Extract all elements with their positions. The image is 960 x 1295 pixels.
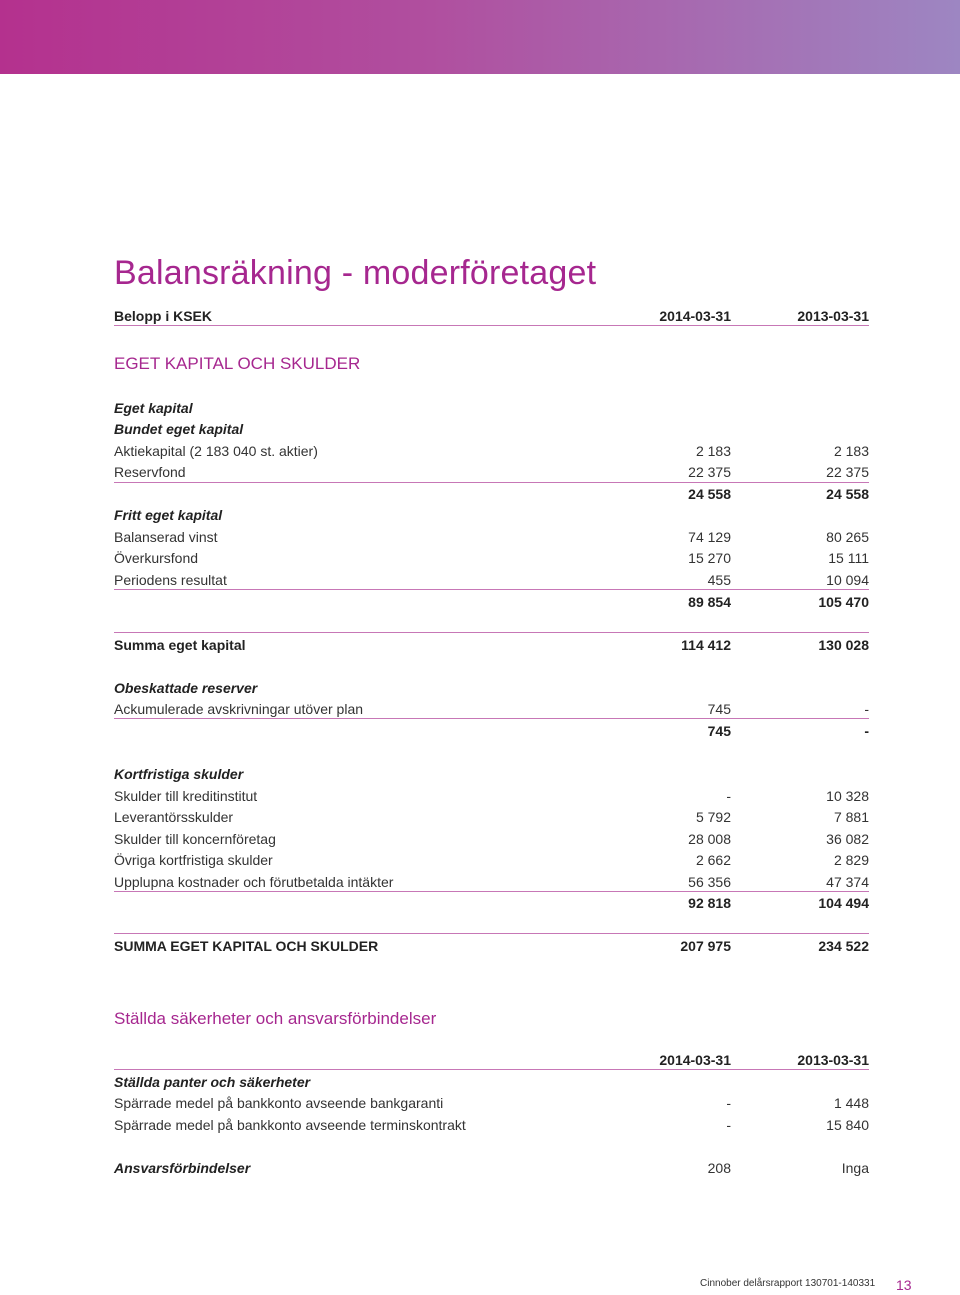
equity-total-row: Summa eget kapital 114 412 130 028 [114, 637, 869, 653]
subtotal-rule [114, 482, 869, 483]
top-color-band [0, 0, 960, 74]
subtotal-row: 92 818 104 494 [688, 895, 869, 911]
section-equity-liabilities: EGET KAPITAL OCH SKULDER [114, 354, 361, 373]
equity-heading: Eget kapital [114, 400, 193, 416]
amount-unit-label: Belopp i KSEK [114, 308, 213, 324]
table-row: Överkursfond 15 270 15 111 [114, 550, 869, 566]
table-row: Aktiekapital (2 183 040 st. aktier) 2 183 2 183 [114, 443, 869, 459]
table-row: Skulder till kreditinstitut - 10 328 [114, 788, 869, 804]
table-row: Skulder till koncernföretag 28 008 36 082 [114, 831, 869, 847]
page-title: Balansräkning - moderföretaget [114, 254, 597, 292]
subtotal-rule [114, 718, 869, 719]
subtotal-row: 89 854 105 470 [688, 594, 869, 610]
table-row: Upplupna kostnader och förutbetalda intäkter 56 356 47 374 [114, 874, 869, 890]
table-row: Spärrade medel på bankkonto avseende bankgaranti - 1 448 [114, 1095, 869, 1111]
col1-header: 2014-03-31 [659, 308, 731, 324]
table-row: Spärrade medel på bankkonto avseende terminskontrakt - 15 840 [114, 1117, 869, 1133]
header-rule [114, 325, 869, 326]
subtotal-row: 745 - [707, 723, 869, 739]
total-rule [114, 632, 869, 633]
restricted-equity-heading: Bundet eget kapital [114, 421, 244, 437]
grand-total-row: SUMMA EGET KAPITAL OCH SKULDER 207 975 234 522 [114, 938, 869, 954]
table-header [114, 306, 869, 327]
table-row: Reservfond 22 375 22 375 [114, 464, 869, 480]
table-row: Ackumulerade avskrivningar utöver plan 745 - [114, 701, 869, 717]
table-row: Balanserad vinst 74 129 80 265 [114, 529, 869, 545]
table-row: Leverantörsskulder 5 792 7 881 [114, 809, 869, 825]
table-row: Periodens resultat 455 10 094 [114, 572, 869, 588]
page-number: 13 [896, 1277, 912, 1293]
contingent-row: Ansvarsförbindelser 208 Inga [114, 1160, 869, 1176]
footer-text: Cinnober delårsrapport 130701-140331 [700, 1278, 876, 1289]
pledged-section-title: Ställda säkerheter och ansvarsförbindelser [114, 1009, 437, 1028]
subtotal-rule [114, 589, 869, 590]
col2-header: 2013-03-31 [797, 308, 869, 324]
free-equity-heading: Fritt eget kapital [114, 507, 223, 523]
subtotal-rule [114, 891, 869, 892]
total-rule [114, 933, 869, 934]
table-row: Övriga kortfristiga skulder 2 662 2 829 [114, 852, 869, 868]
header-rule [114, 1069, 869, 1070]
subtotal-row: 24 558 24 558 [688, 486, 869, 502]
pledged-heading: Ställda panter och säkerheter [114, 1074, 311, 1090]
pledged-table-header: 2014-03-31 2013-03-31 [659, 1052, 869, 1068]
current-liabilities-heading: Kortfristiga skulder [114, 766, 244, 782]
untaxed-heading: Obeskattade reserver [114, 680, 258, 696]
